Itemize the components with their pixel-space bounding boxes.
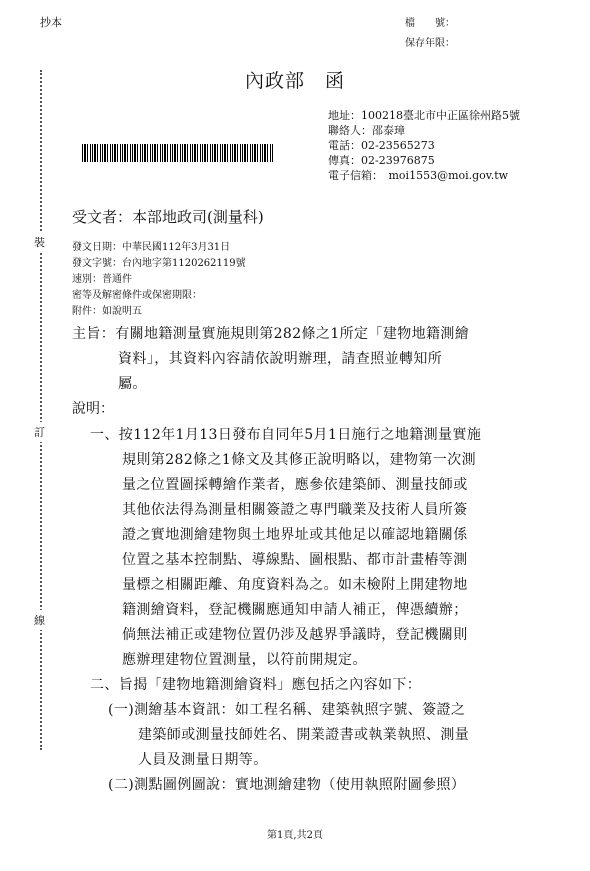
issue-number: 發文字號：台內地字第1120262119號 (72, 258, 246, 269)
contact-phone: 電話：02-23565273 (328, 139, 435, 152)
attachment-note: 附件：如說明五 (72, 306, 142, 317)
binding-label-staple: 訂 (34, 422, 45, 442)
explanation-heading: 說明： (72, 401, 114, 417)
contact-email: 電子信箱： moi1553@moi.gov.tw (328, 169, 509, 182)
binding-label-bind: 裝 (34, 232, 45, 252)
contact-address: 地址：100218臺北市中正區徐州路5號 (328, 109, 520, 122)
subject (72, 322, 469, 397)
binding-line (40, 70, 46, 750)
issue-date: 發文日期：中華民國112年3月31日 (72, 242, 231, 253)
subitem-line: (二)測點圖例圖說：實地測繪建物（使用執照附圖參照） (108, 777, 466, 793)
explanation-subitem-2 (108, 773, 465, 798)
paragraph-line: 應辦理建物位置測量，以符前開規定。 (122, 652, 367, 668)
contact-person: 聯絡人：邵泰璋 (328, 124, 405, 137)
dispatch-meta (72, 240, 246, 320)
subject-line: 主旨：有關地籍測量實施規則第282條之1所定「建物地籍測繪 (72, 326, 470, 342)
barcode (82, 144, 274, 162)
page-footer: 第1頁,共2頁 (267, 830, 323, 841)
file-meta (405, 14, 455, 54)
paragraph-line: 一、按112年1月13日發布自同年5月1日施行之地籍測量實施 (90, 427, 482, 443)
subitem-line: 建築師或測量技師姓名、開業證書或執業執照、測量 (138, 727, 470, 743)
subitem-line: (一)測繪基本資訊：如工程名稱、建築執照字號、簽證之 (108, 702, 466, 718)
file-number-label: 檔 號： (405, 18, 455, 29)
explanation-subitem-1 (108, 698, 469, 773)
contact-block (328, 108, 520, 183)
paragraph-line: 量之位置圖採轉繪作業者，應參依建築師、測量技師或 (122, 477, 468, 493)
secrecy-level: 密等及解密條件或保密期限： (72, 290, 202, 301)
paragraph-line: 證之實地測繪建物與土地界址或其他足以確認地籍關係 (122, 527, 468, 543)
paragraph-line: 二、旨揭「建物地籍測繪資料」應包括之內容如下： (90, 677, 422, 693)
explanation-item-2 (90, 673, 421, 698)
document-title: 內政部 函 (244, 70, 345, 92)
paragraph-line: 規則第282條之1條文及其修正說明略以，建物第一次測 (122, 452, 477, 468)
subitem-line: 人員及測量日期等。 (138, 752, 268, 768)
contact-fax: 傳真：02-23976875 (328, 154, 435, 167)
paragraph-line: 其他依法得為測量相關簽證之專門職業及技術人員所簽 (122, 502, 468, 518)
paragraph-line: 籍測繪資料，登記機關應通知申請人補正，俾憑續辦； (122, 602, 468, 618)
paragraph-line: 位置之基本控制點、導線點、圖根點、都市計畫樁等測 (122, 552, 468, 568)
subject-line: 資料」，其資料內容請依說明辦理，請查照並轉知所 (118, 351, 443, 367)
paragraph-line: 倘無法補正或建物位置仍涉及越界爭議時，登記機關則 (122, 627, 468, 643)
copy-mark: 抄本 (40, 16, 62, 29)
explanation-item-1 (90, 423, 481, 673)
recipient: 受文者：本部地政司(測量科) (72, 208, 264, 226)
retention-period-label: 保存年限： (405, 38, 455, 49)
delivery-speed: 速別：普通件 (72, 274, 132, 285)
paragraph-line: 量標之相關距離、角度資料為之。如未檢附上開建物地 (122, 577, 468, 593)
subject-line: 屬。 (118, 376, 147, 392)
binding-label-line: 線 (34, 610, 45, 630)
